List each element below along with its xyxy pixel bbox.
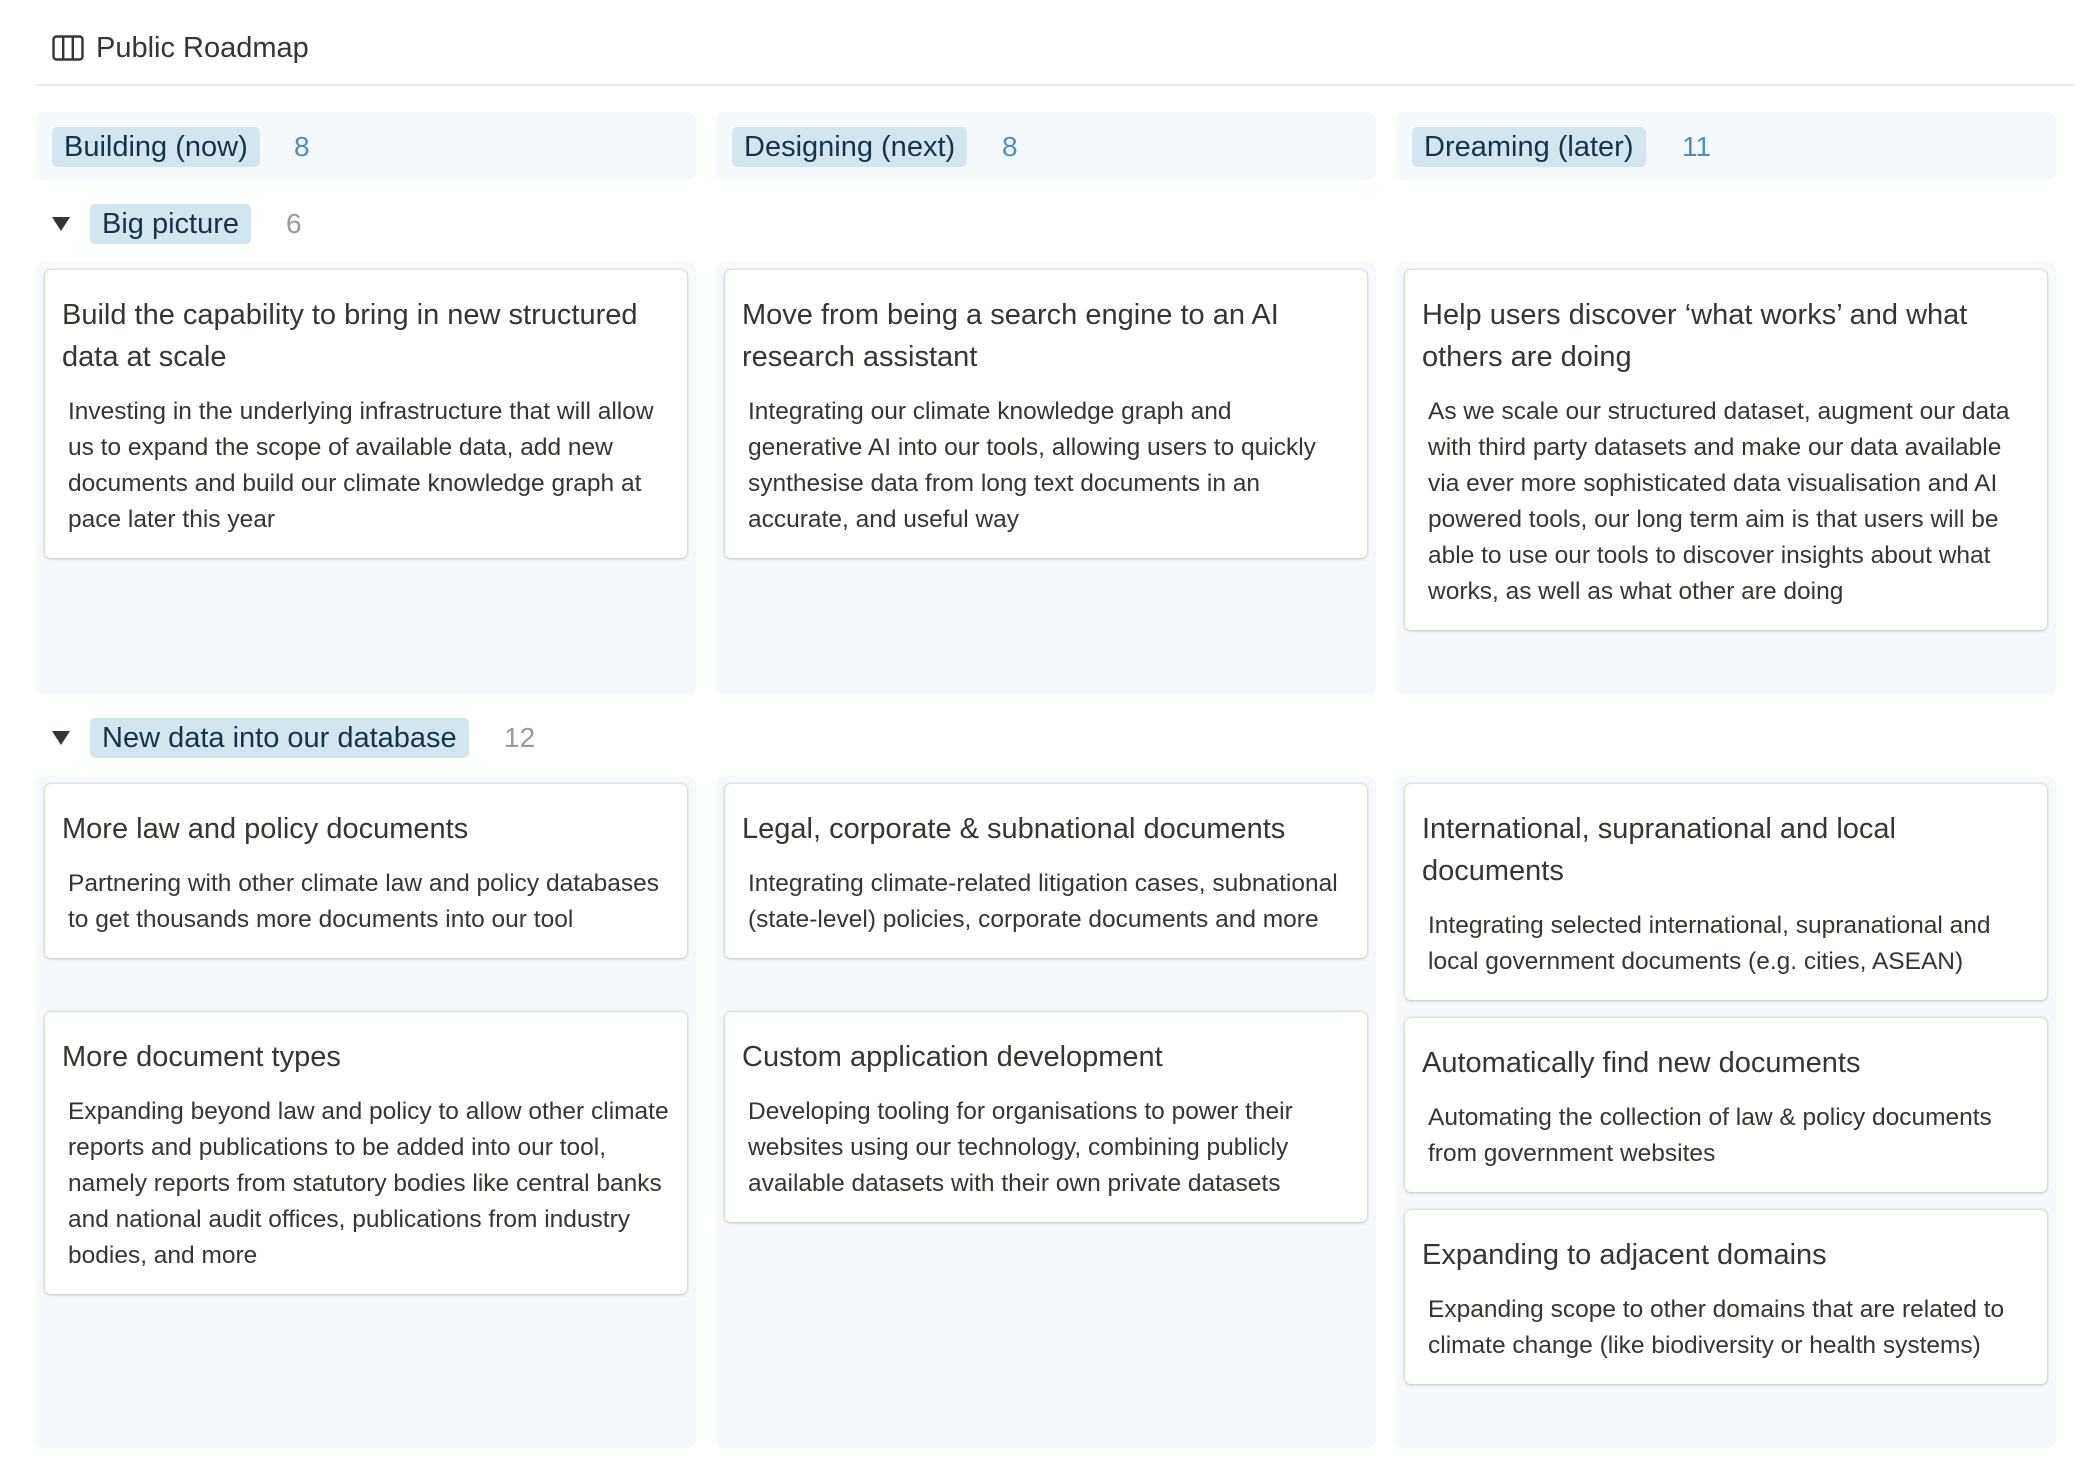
card-title: Build the capability to bring in new structured data at scale [62,299,638,373]
page-header [36,0,2074,86]
roadmap-card[interactable] [45,270,687,558]
card-description: Integrating climate-related litigation cases, subnational (state-level) policies, corporate documents and more [748,870,1338,933]
lane-big-picture-dreaming [1396,262,2056,694]
card-description: Developing tooling for organisations to power their websites using our technology, combining publicly available datasets with their own private datasets [748,1098,1293,1197]
card-title: International, supranational and local documents [1422,813,1896,887]
card-description: As we scale our structured dataset, augment our data with third party datasets and make our data available via ever more sophisticated data visualisation and AI powered tools, our long term aim is that users will be able to use our tools to discover insights about what works, as well as what other are doing [1428,398,2010,605]
column-count: 11 [1682,131,1712,162]
card-description: Integrating selected international, supranational and local government documents (e.g. cities, ASEAN) [1428,912,1991,975]
column-count: 8 [1002,131,1018,162]
roadmap-card[interactable] [1405,1210,2047,1384]
lane-big-picture-designing [716,262,1376,694]
lane-new-data-dreaming [1396,776,2056,1448]
roadmap-card[interactable] [45,1012,687,1294]
roadmap-card[interactable] [725,270,1367,558]
group-label: Big picture [90,204,251,244]
column-header-designing[interactable] [716,112,1376,180]
lane-new-data-designing [716,776,1376,1448]
roadmap-card[interactable] [1405,784,2047,1000]
card-description: Automating the collection of law & policy documents from government websites [1428,1104,1992,1167]
card-description: Integrating our climate knowledge graph and generative AI into our tools, allowing users to quickly synthesise data from long text documents in an accurate, and useful way [748,398,1316,533]
card-title: Legal, corporate & subnational documents [742,813,1286,845]
column-label: Designing (next) [732,127,967,167]
card-title: More document types [62,1041,341,1073]
board-columns-icon [52,35,84,61]
card-title: Expanding to adjacent domains [1422,1239,1827,1271]
collapse-triangle-icon[interactable] [50,728,72,748]
card-description: Expanding scope to other domains that are related to climate change (like biodiversity or health systems) [1428,1296,2005,1359]
group-count: 6 [286,208,302,239]
collapse-triangle-icon[interactable] [50,214,72,234]
lane-new-data-building [36,776,696,1448]
column-header-dreaming[interactable] [1396,112,2056,180]
roadmap-card[interactable] [1405,1018,2047,1192]
column-label: Building (now) [52,127,260,167]
column-label: Dreaming (later) [1412,127,1646,167]
card-description: Partnering with other climate law and policy databases to get thousands more documents into our tool [68,870,660,933]
group-label: New data into our database [90,718,469,758]
card-title: Custom application development [742,1041,1163,1073]
group-count: 12 [504,722,536,753]
card-description: Expanding beyond law and policy to allow other climate reports and publications to be added into our tool, namely reports from statutory bodies like central banks and national audit offices, publications from industry bodies, and more [68,1098,669,1269]
column-count: 8 [294,131,310,162]
card-description: Investing in the underlying infrastructure that will allow us to expand the scope of available data, add new documents and build our climate knowledge graph at pace later this year [68,398,654,533]
column-header-building[interactable] [36,112,696,180]
card-title: More law and policy documents [62,813,469,845]
roadmap-card[interactable] [725,784,1367,958]
card-title: Automatically find new documents [1422,1047,1861,1079]
card-title: Help users discover ‘what works’ and what others are doing [1422,299,1968,373]
roadmap-card[interactable] [1405,270,2047,630]
page-title: Public Roadmap [96,32,309,64]
roadmap-card[interactable] [725,1012,1367,1222]
lane-big-picture-building [36,262,696,694]
roadmap-card[interactable] [45,784,687,958]
card-title: Move from being a search engine to an AI research assistant [742,299,1279,373]
